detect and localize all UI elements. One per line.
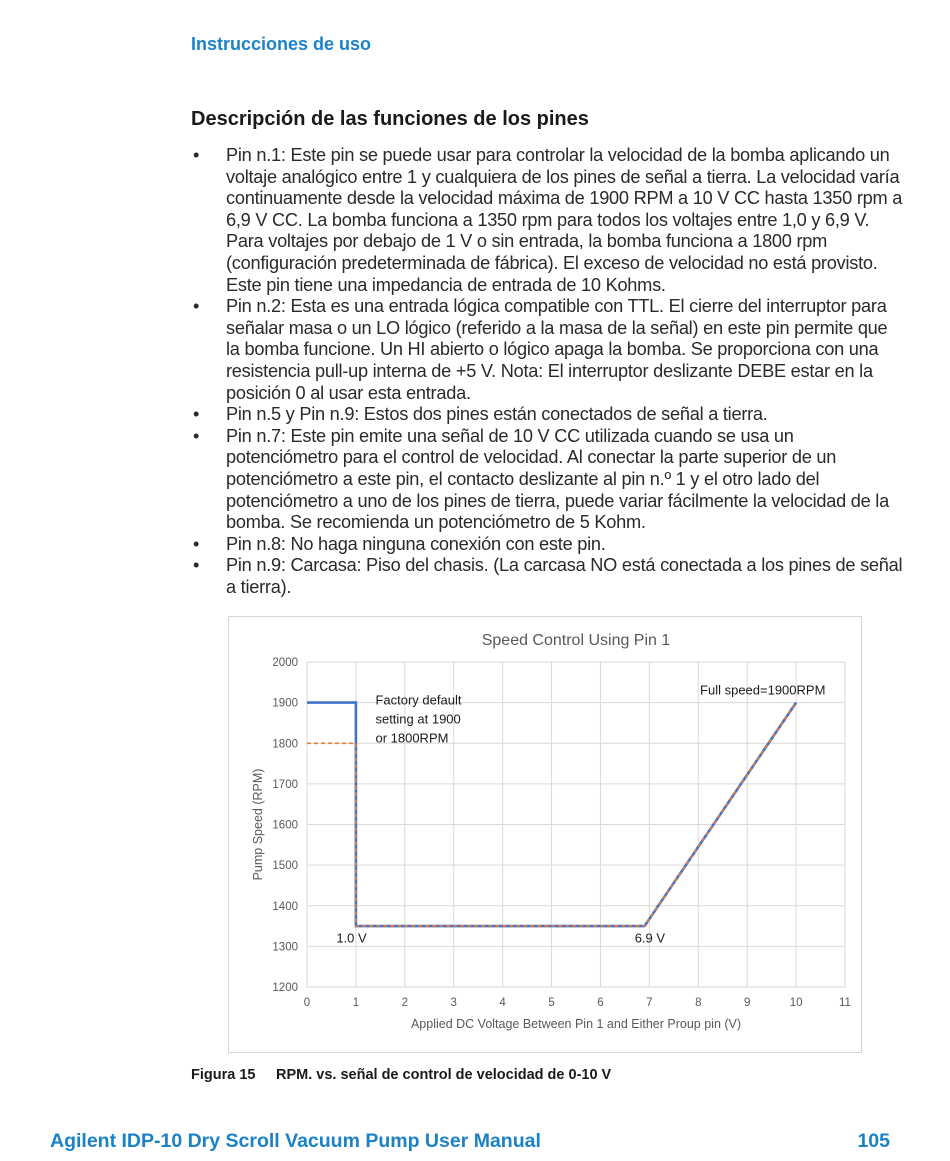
chart-canvas <box>229 617 861 1052</box>
chart-annotation <box>635 930 666 945</box>
list-item <box>191 404 903 426</box>
list-item-text: Pin n.1: Este pin se puede usar para controlar la velocidad de la bomba aplicando un voltaje analógico entre 1 y cualquiera de los pines de señal a tierra. La velocidad varía continuamente desde la velocidad máxima de 1900 RPM a 10 V CC hasta 1350 rpm a 6,9 V CC. La bomba funciona a 1350 rpm para todos los voltajes entre 1,0 y 6,9 V. Para voltajes por debajo de 1 V o sin entrada, la bomba funciona a 1800 rpm (configuración predeterminada de fábrica). El exceso de velocidad no está provisto. Este pin tiene una impedancia de entrada de 10 Kohms. <box>226 145 903 295</box>
annotation-line: Factory default <box>375 692 462 708</box>
list-item <box>191 555 903 598</box>
x-tick-label: 7 <box>646 997 653 1009</box>
list-item <box>191 534 903 556</box>
list-item-text: Pin n.2: Esta es una entrada lógica compatible con TTL. El cierre del interruptor para señalar masa o un LO lógico (referido a la masa de la señal) en este pin permite que la bomba funcione. Un HI abierto o lógico apaga la bomba. Se proporciona con una resistencia pull-up interna de +5 V. Nota: El interruptor deslizante DEBE estar en la posición 0 al usar esta entrada. <box>226 296 888 403</box>
list-item-text: Pin n.9: Carcasa: Piso del chasis. (La carcasa NO está conectada a los pines de señal a tierra). <box>226 555 903 597</box>
bullet-icon: • <box>193 425 200 446</box>
section-title: Descripción de las funciones de los pines <box>191 108 589 130</box>
page-number: 105 <box>857 1130 890 1152</box>
y-tick-label: 1600 <box>272 819 298 832</box>
pin-description-list <box>191 145 903 598</box>
list-item <box>191 426 903 534</box>
x-tick-label: 9 <box>743 997 751 1009</box>
list-item-text: Pin n.8: No haga ninguna conexión con este pin. <box>226 533 606 554</box>
x-tick-label: 8 <box>695 997 702 1009</box>
y-axis-label: Pump Speed (RPM) <box>251 768 265 881</box>
x-tick-label: 4 <box>499 997 506 1009</box>
chart-annotation <box>336 930 367 945</box>
chart-title: Speed Control Using Pin 1 <box>481 632 671 649</box>
y-tick-label: 1900 <box>272 697 298 710</box>
y-tick-label: 2000 <box>272 657 298 669</box>
chart-annotation <box>375 693 461 746</box>
y-tick-label: 1500 <box>272 860 298 873</box>
x-tick-label: 10 <box>789 997 803 1009</box>
annotation-line: setting at 1900 <box>375 711 461 727</box>
list-item-text: Pin n.7: Este pin emite una señal de 10 V CC utilizada cuando se usa un potenciómetro para el control de velocidad. Al conectar la parte superior de un potenciómetro a este pin, el contacto deslizante al pin n.º 1 y el otro lado del potenciómetro a uno de los pines de tierra, puede variar fácilmente la velocidad de la bomba. Se recomienda un potenciómetro de 5 Kohm. <box>226 425 889 533</box>
annotation-line: 6.9 V <box>634 930 666 946</box>
bullet-icon: • <box>193 533 200 554</box>
annotation-line: 1.0 V <box>336 930 367 946</box>
annotation-line: Full speed=1900RPM <box>700 682 826 698</box>
y-tick-label: 1300 <box>272 941 298 954</box>
list-item <box>191 145 903 296</box>
x-tick-label: 1 <box>352 997 360 1009</box>
x-axis-label: Applied DC Voltage Between Pin 1 and Either Proup pin (V) <box>410 1017 742 1031</box>
list-item-text: Pin n.5 y Pin n.9: Estos dos pines están conectados de señal a tierra. <box>226 404 768 425</box>
figure-caption-text: RPM. vs. señal de control de velocidad de 0-10 V <box>276 1067 612 1083</box>
bullet-icon: • <box>193 296 200 317</box>
x-tick-label: 0 <box>303 997 311 1009</box>
list-item <box>191 296 903 404</box>
speed-control-chart <box>228 616 862 1053</box>
bullet-icon: • <box>193 555 200 576</box>
x-tick-label: 6 <box>597 997 604 1009</box>
x-tick-label: 3 <box>450 997 457 1009</box>
x-tick-label: 11 <box>839 997 851 1009</box>
figure-caption <box>191 1067 611 1083</box>
y-tick-label: 1700 <box>272 778 298 791</box>
y-tick-label: 1400 <box>272 900 298 913</box>
y-tick-label: 1200 <box>272 982 298 994</box>
x-tick-label: 5 <box>548 997 555 1009</box>
footer-manual-title: Agilent IDP-10 Dry Scroll Vacuum Pump User Manual <box>50 1130 541 1152</box>
y-tick-label: 1800 <box>272 738 298 751</box>
annotation-line: or 1800RPM <box>375 730 449 746</box>
bullet-icon: • <box>193 404 200 425</box>
chart-annotation <box>700 683 825 698</box>
figure-number: Figura 15 <box>191 1067 256 1083</box>
bullet-icon: • <box>193 145 200 165</box>
running-header: Instrucciones de uso <box>191 34 372 54</box>
x-tick-label: 2 <box>401 997 409 1009</box>
